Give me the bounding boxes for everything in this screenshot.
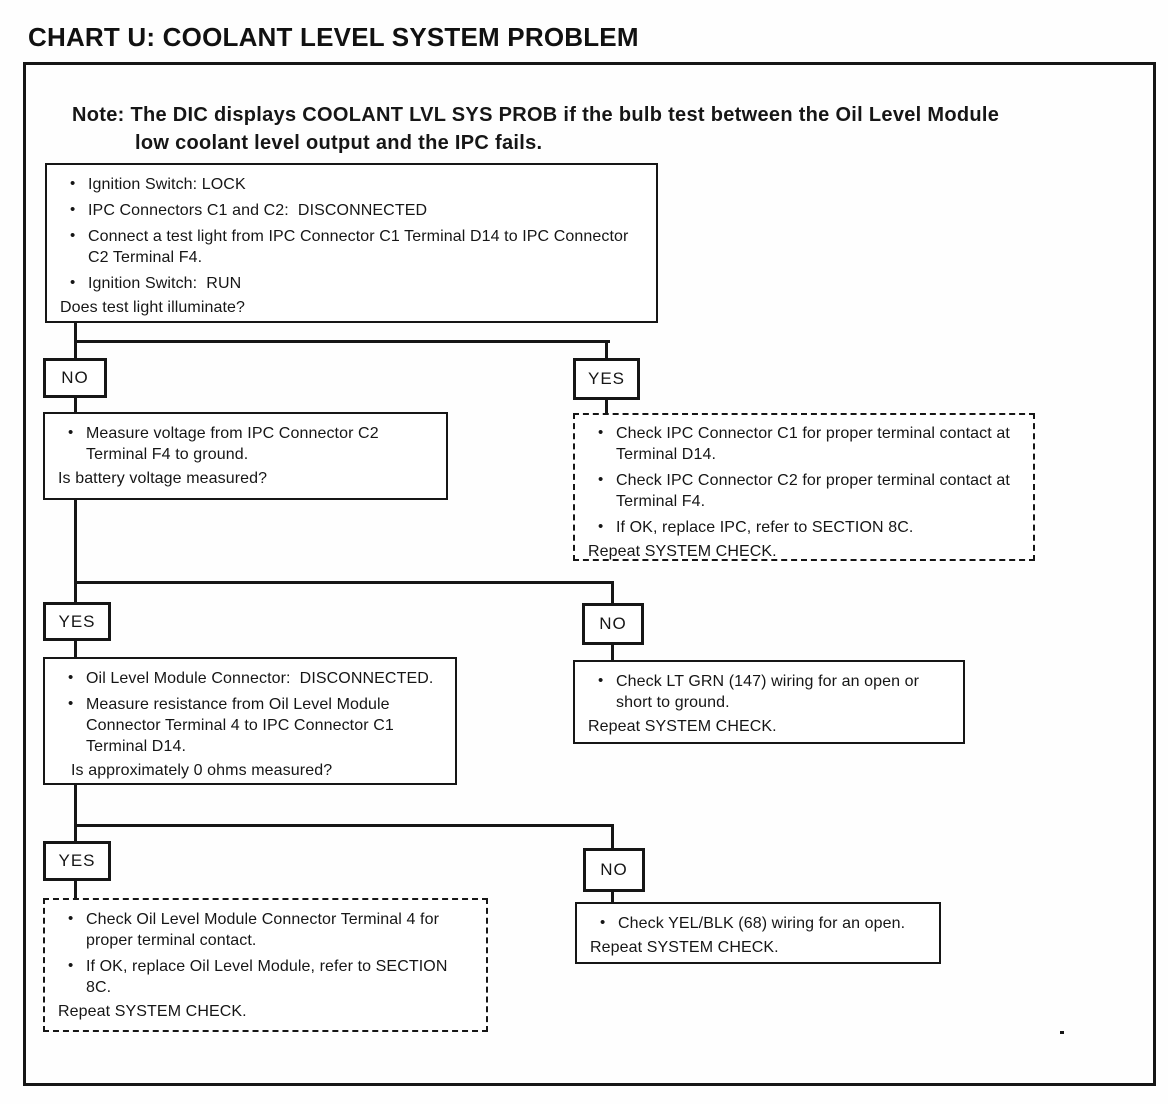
- connector-branch-1: [74, 340, 610, 343]
- connector-yes1-drop: [605, 342, 608, 358]
- step-text-line: IPC Connectors C1 and C2: DISCONNECTED: [88, 202, 428, 219]
- connector-branch-2: [74, 581, 614, 584]
- bullet-icon: •: [68, 957, 74, 974]
- step-text-line: Connect a test light from IPC Connector C1 Terminal D14 to IPC Connector: [88, 228, 629, 245]
- connector-no3-drop: [611, 824, 614, 848]
- bullet-icon: •: [68, 695, 74, 712]
- step-text-line: Terminal D14.: [86, 738, 187, 755]
- decision-box-no-2: NO: [582, 603, 644, 645]
- bullet-icon: •: [70, 201, 76, 218]
- step-text-line: If OK, replace Oil Level Module, refer to SECTION: [86, 958, 448, 975]
- step-text-line: 8C.: [86, 979, 112, 996]
- bullet-icon: •: [68, 424, 74, 441]
- step-text-line: Repeat SYSTEM CHECK.: [588, 718, 777, 735]
- connector-yes2-to-step: [74, 640, 77, 657]
- bullet-icon: •: [600, 914, 606, 931]
- step-text-line: Terminal D14.: [616, 446, 717, 463]
- result-box-check-lt-grn: [573, 660, 965, 744]
- bullet-icon: •: [70, 274, 76, 291]
- step-text-line: Ignition Switch: RUN: [88, 275, 242, 292]
- step-text-line: short to ground.: [616, 694, 730, 711]
- chart-title: CHART U: COOLANT LEVEL SYSTEM PROBLEM: [28, 22, 639, 52]
- step-text-line: Measure resistance from Oil Level Module: [86, 696, 390, 713]
- step-box-measure-voltage: [43, 412, 448, 500]
- connector-spine-2: [74, 499, 77, 603]
- decision-box-yes-1: YES: [573, 358, 640, 400]
- step-text-line: Check IPC Connector C2 for proper terminal contact at: [616, 472, 1010, 489]
- step-text-line: Check LT GRN (147) wiring for an open or: [616, 673, 920, 690]
- result-box-check-module-terminal: [43, 898, 488, 1032]
- connector-no1-to-step: [74, 397, 77, 412]
- step-text-line: Measure voltage from IPC Connector C2: [86, 425, 379, 442]
- step-text-line: If OK, replace IPC, refer to SECTION 8C.: [616, 519, 914, 536]
- step-text-line: Terminal F4 to ground.: [86, 446, 249, 463]
- connector-spine-3: [74, 784, 77, 841]
- decision-box-no-3: NO: [583, 848, 645, 892]
- step-text-line: Check YEL/BLK (68) wiring for an open.: [618, 915, 906, 932]
- step-text-line: Ignition Switch: LOCK: [88, 176, 246, 193]
- step-text-line: Repeat SYSTEM CHECK.: [590, 939, 779, 956]
- connector-no3-to-step: [611, 891, 614, 902]
- result-box-check-ipc-terminals: [573, 413, 1035, 561]
- connector-yes1-to-step: [605, 399, 608, 414]
- step-text-line: proper terminal contact.: [86, 932, 257, 949]
- connector-no2-drop: [611, 581, 614, 603]
- step-text-line: Check IPC Connector C1 for proper terminal contact at: [616, 425, 1010, 442]
- decision-box-no-1: NO: [43, 358, 107, 398]
- bullet-icon: •: [68, 669, 74, 686]
- bullet-icon: •: [70, 227, 76, 244]
- step-text-line: Oil Level Module Connector: DISCONNECTED.: [86, 670, 434, 687]
- step-question-line: Does test light illuminate?: [60, 299, 246, 316]
- step-text-line: Check Oil Level Module Connector Terminal 4 for: [86, 911, 440, 928]
- bullet-icon: •: [598, 672, 604, 689]
- step-text-line: Repeat SYSTEM CHECK.: [58, 1003, 247, 1020]
- connector-yes3-to-step: [74, 880, 77, 898]
- step-text-line: C2 Terminal F4.: [88, 249, 203, 266]
- step-text-line: Connector Terminal 4 to IPC Connector C1: [86, 717, 394, 734]
- note-line-2: low coolant level output and the IPC fails.: [135, 132, 543, 154]
- step-text-line: Repeat SYSTEM CHECK.: [588, 543, 777, 560]
- step-question-line: Is approximately 0 ohms measured?: [71, 762, 333, 779]
- bullet-icon: •: [598, 471, 604, 488]
- decision-box-yes-3: YES: [43, 841, 111, 881]
- connector-branch-3: [74, 824, 614, 827]
- bullet-icon: •: [68, 910, 74, 927]
- connector-no2-to-step: [611, 644, 614, 660]
- decision-box-yes-2: YES: [43, 602, 111, 641]
- note-line-1: Note: The DIC displays COOLANT LVL SYS PROB if the bulb test between the Oil Level Module: [72, 104, 1000, 126]
- bullet-icon: •: [598, 518, 604, 535]
- connector-no1-drop: [74, 342, 77, 358]
- result-box-check-yel-blk: [575, 902, 941, 964]
- scan-speck: [1060, 1031, 1064, 1034]
- step-box-measure-resistance: [43, 657, 457, 785]
- step-question-line: Is battery voltage measured?: [58, 470, 268, 487]
- bullet-icon: •: [598, 424, 604, 441]
- step-text-line: Terminal F4.: [616, 493, 706, 510]
- bullet-icon: •: [70, 175, 76, 192]
- step-box-initial-test: [45, 163, 658, 323]
